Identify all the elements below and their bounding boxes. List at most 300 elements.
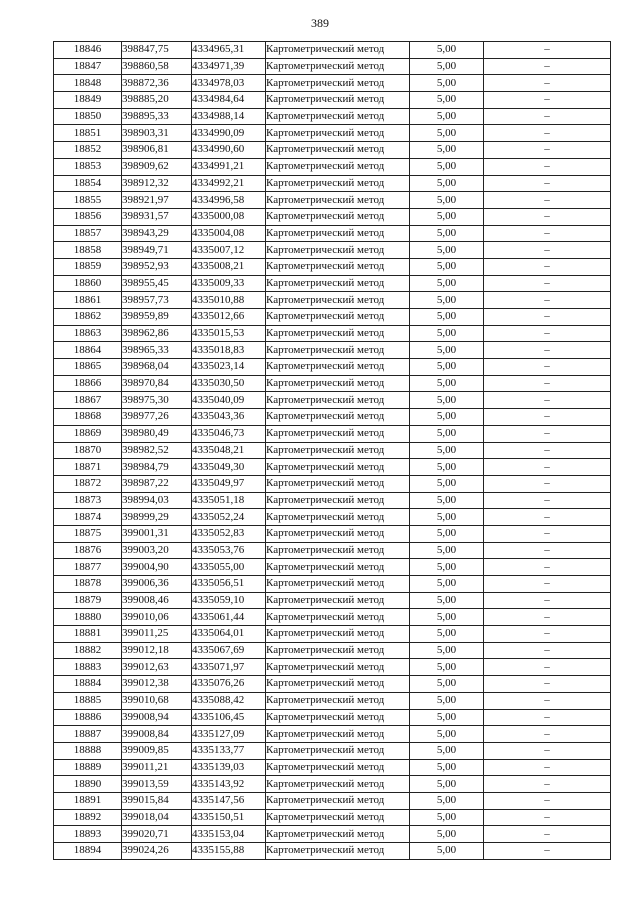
x-coordinate-cell: 398999,29 [122, 509, 192, 526]
table-row [54, 542, 611, 559]
y-coordinate-cell: 4335040,09 [192, 392, 266, 409]
x-coordinate-cell: 399015,84 [122, 792, 192, 809]
table-row [54, 609, 611, 626]
accuracy-cell: 5,00 [410, 709, 484, 726]
note-cell: – [484, 58, 611, 75]
table-row [54, 142, 611, 159]
table-row [54, 843, 611, 860]
y-coordinate-cell: 4335067,69 [192, 642, 266, 659]
note-cell: – [484, 843, 611, 860]
method-cell: Картометрический метод [266, 292, 410, 309]
x-coordinate-cell: 398903,31 [122, 125, 192, 142]
note-cell: – [484, 726, 611, 743]
method-cell: Картометрический метод [266, 509, 410, 526]
point-number-cell: 18894 [54, 843, 122, 860]
y-coordinate-cell: 4334992,21 [192, 175, 266, 192]
note-cell: – [484, 409, 611, 426]
accuracy-cell: 5,00 [410, 75, 484, 92]
accuracy-cell: 5,00 [410, 559, 484, 576]
note-cell: – [484, 142, 611, 159]
table-row [54, 726, 611, 743]
x-coordinate-cell: 399006,36 [122, 576, 192, 593]
point-number-cell: 18865 [54, 359, 122, 376]
note-cell: – [484, 258, 611, 275]
accuracy-cell: 5,00 [410, 692, 484, 709]
point-number-cell: 18846 [54, 42, 122, 59]
note-cell: – [484, 75, 611, 92]
point-number-cell: 18874 [54, 509, 122, 526]
accuracy-cell: 5,00 [410, 225, 484, 242]
y-coordinate-cell: 4334996,58 [192, 192, 266, 209]
point-number-cell: 18875 [54, 525, 122, 542]
table-row [54, 459, 611, 476]
table-row [54, 475, 611, 492]
method-cell: Картометрический метод [266, 108, 410, 125]
accuracy-cell: 5,00 [410, 192, 484, 209]
point-number-cell: 18878 [54, 576, 122, 593]
x-coordinate-cell: 399020,71 [122, 826, 192, 843]
point-number-cell: 18872 [54, 475, 122, 492]
point-number-cell: 18871 [54, 459, 122, 476]
point-number-cell: 18883 [54, 659, 122, 676]
method-cell: Картометрический метод [266, 559, 410, 576]
x-coordinate-cell: 399008,94 [122, 709, 192, 726]
point-number-cell: 18861 [54, 292, 122, 309]
y-coordinate-cell: 4335051,18 [192, 492, 266, 509]
x-coordinate-cell: 399012,63 [122, 659, 192, 676]
y-coordinate-cell: 4335106,45 [192, 709, 266, 726]
note-cell: – [484, 626, 611, 643]
accuracy-cell: 5,00 [410, 642, 484, 659]
accuracy-cell: 5,00 [410, 475, 484, 492]
accuracy-cell: 5,00 [410, 525, 484, 542]
x-coordinate-cell: 398994,03 [122, 492, 192, 509]
note-cell: – [484, 709, 611, 726]
method-cell: Картометрический метод [266, 542, 410, 559]
x-coordinate-cell: 398977,26 [122, 409, 192, 426]
y-coordinate-cell: 4335127,09 [192, 726, 266, 743]
note-cell: – [484, 609, 611, 626]
accuracy-cell: 5,00 [410, 42, 484, 59]
y-coordinate-cell: 4335015,53 [192, 325, 266, 342]
table-row [54, 192, 611, 209]
note-cell: – [484, 809, 611, 826]
point-number-cell: 18877 [54, 559, 122, 576]
note-cell: – [484, 242, 611, 259]
y-coordinate-cell: 4334971,39 [192, 58, 266, 75]
method-cell: Картометрический метод [266, 192, 410, 209]
note-cell: – [484, 776, 611, 793]
method-cell: Картометрический метод [266, 309, 410, 326]
note-cell: – [484, 192, 611, 209]
y-coordinate-cell: 4335023,14 [192, 359, 266, 376]
point-number-cell: 18867 [54, 392, 122, 409]
table-row [54, 108, 611, 125]
y-coordinate-cell: 4335143,92 [192, 776, 266, 793]
point-number-cell: 18852 [54, 142, 122, 159]
note-cell: – [484, 459, 611, 476]
table-row [54, 175, 611, 192]
y-coordinate-cell: 4335049,97 [192, 475, 266, 492]
y-coordinate-cell: 4335139,03 [192, 759, 266, 776]
point-number-cell: 18884 [54, 676, 122, 693]
x-coordinate-cell: 398959,89 [122, 309, 192, 326]
y-coordinate-cell: 4335007,12 [192, 242, 266, 259]
table-row [54, 592, 611, 609]
x-coordinate-cell: 399013,59 [122, 776, 192, 793]
accuracy-cell: 5,00 [410, 592, 484, 609]
method-cell: Картометрический метод [266, 142, 410, 159]
x-coordinate-cell: 399011,21 [122, 759, 192, 776]
method-cell: Картометрический метод [266, 92, 410, 109]
method-cell: Картометрический метод [266, 275, 410, 292]
accuracy-cell: 5,00 [410, 676, 484, 693]
y-coordinate-cell: 4334991,21 [192, 158, 266, 175]
y-coordinate-cell: 4335049,30 [192, 459, 266, 476]
point-number-cell: 18855 [54, 192, 122, 209]
x-coordinate-cell: 399008,46 [122, 592, 192, 609]
y-coordinate-cell: 4335009,33 [192, 275, 266, 292]
table-row [54, 559, 611, 576]
method-cell: Картометрический метод [266, 792, 410, 809]
point-number-cell: 18890 [54, 776, 122, 793]
y-coordinate-cell: 4334978,03 [192, 75, 266, 92]
note-cell: – [484, 492, 611, 509]
table-row [54, 275, 611, 292]
table-row [54, 359, 611, 376]
point-number-cell: 18879 [54, 592, 122, 609]
point-number-cell: 18866 [54, 375, 122, 392]
accuracy-cell: 5,00 [410, 108, 484, 125]
x-coordinate-cell: 399003,20 [122, 542, 192, 559]
table-row [54, 158, 611, 175]
note-cell: – [484, 42, 611, 59]
method-cell: Картометрический метод [266, 392, 410, 409]
x-coordinate-cell: 398912,32 [122, 175, 192, 192]
table-row [54, 325, 611, 342]
table-row [54, 692, 611, 709]
note-cell: – [484, 692, 611, 709]
accuracy-cell: 5,00 [410, 375, 484, 392]
y-coordinate-cell: 4335012,66 [192, 309, 266, 326]
method-cell: Картометрический метод [266, 258, 410, 275]
x-coordinate-cell: 398895,33 [122, 108, 192, 125]
x-coordinate-cell: 399012,18 [122, 642, 192, 659]
y-coordinate-cell: 4335055,00 [192, 559, 266, 576]
note-cell: – [484, 509, 611, 526]
point-number-cell: 18888 [54, 742, 122, 759]
accuracy-cell: 5,00 [410, 542, 484, 559]
table-row [54, 342, 611, 359]
x-coordinate-cell: 398949,71 [122, 242, 192, 259]
table-row [54, 375, 611, 392]
table-row [54, 492, 611, 509]
point-number-cell: 18892 [54, 809, 122, 826]
x-coordinate-cell: 398968,04 [122, 359, 192, 376]
method-cell: Картометрический метод [266, 843, 410, 860]
table-row [54, 258, 611, 275]
method-cell: Картометрический метод [266, 58, 410, 75]
note-cell: – [484, 592, 611, 609]
y-coordinate-cell: 4334988,14 [192, 108, 266, 125]
point-number-cell: 18848 [54, 75, 122, 92]
table-row [54, 742, 611, 759]
page-number: 389 [311, 16, 329, 30]
note-cell: – [484, 225, 611, 242]
table-row [54, 776, 611, 793]
note-cell: – [484, 576, 611, 593]
accuracy-cell: 5,00 [410, 826, 484, 843]
method-cell: Картометрический метод [266, 576, 410, 593]
accuracy-cell: 5,00 [410, 609, 484, 626]
accuracy-cell: 5,00 [410, 759, 484, 776]
x-coordinate-cell: 399010,68 [122, 692, 192, 709]
table-row [54, 425, 611, 442]
method-cell: Картометрический метод [266, 375, 410, 392]
method-cell: Картометрический метод [266, 659, 410, 676]
accuracy-cell: 5,00 [410, 409, 484, 426]
point-number-cell: 18876 [54, 542, 122, 559]
method-cell: Картометрический метод [266, 726, 410, 743]
note-cell: – [484, 542, 611, 559]
table-row [54, 442, 611, 459]
note-cell: – [484, 659, 611, 676]
y-coordinate-cell: 4335030,50 [192, 375, 266, 392]
accuracy-cell: 5,00 [410, 792, 484, 809]
accuracy-cell: 5,00 [410, 726, 484, 743]
point-number-cell: 18849 [54, 92, 122, 109]
table-row [54, 125, 611, 142]
table-row [54, 826, 611, 843]
y-coordinate-cell: 4334984,64 [192, 92, 266, 109]
y-coordinate-cell: 4335048,21 [192, 442, 266, 459]
point-number-cell: 18891 [54, 792, 122, 809]
y-coordinate-cell: 4335052,83 [192, 525, 266, 542]
accuracy-cell: 5,00 [410, 659, 484, 676]
method-cell: Картометрический метод [266, 609, 410, 626]
y-coordinate-cell: 4335046,73 [192, 425, 266, 442]
point-number-cell: 18868 [54, 409, 122, 426]
y-coordinate-cell: 4335155,88 [192, 843, 266, 860]
accuracy-cell: 5,00 [410, 442, 484, 459]
point-number-cell: 18853 [54, 158, 122, 175]
note-cell: – [484, 425, 611, 442]
x-coordinate-cell: 398860,58 [122, 58, 192, 75]
point-number-cell: 18893 [54, 826, 122, 843]
accuracy-cell: 5,00 [410, 309, 484, 326]
point-number-cell: 18864 [54, 342, 122, 359]
point-number-cell: 18863 [54, 325, 122, 342]
note-cell: – [484, 375, 611, 392]
accuracy-cell: 5,00 [410, 342, 484, 359]
table-row [54, 509, 611, 526]
note-cell: – [484, 108, 611, 125]
x-coordinate-cell: 398931,57 [122, 208, 192, 225]
table-row [54, 642, 611, 659]
x-coordinate-cell: 398970,84 [122, 375, 192, 392]
point-number-cell: 18860 [54, 275, 122, 292]
y-coordinate-cell: 4335056,51 [192, 576, 266, 593]
table-body [54, 42, 611, 860]
y-coordinate-cell: 4335052,24 [192, 509, 266, 526]
y-coordinate-cell: 4335000,08 [192, 208, 266, 225]
accuracy-cell: 5,00 [410, 576, 484, 593]
y-coordinate-cell: 4335133,77 [192, 742, 266, 759]
method-cell: Картометрический метод [266, 75, 410, 92]
x-coordinate-cell: 398975,30 [122, 392, 192, 409]
point-number-cell: 18857 [54, 225, 122, 242]
point-number-cell: 18847 [54, 58, 122, 75]
accuracy-cell: 5,00 [410, 392, 484, 409]
x-coordinate-cell: 399010,06 [122, 609, 192, 626]
x-coordinate-cell: 398906,81 [122, 142, 192, 159]
note-cell: – [484, 208, 611, 225]
accuracy-cell: 5,00 [410, 258, 484, 275]
table-row [54, 409, 611, 426]
y-coordinate-cell: 4335043,36 [192, 409, 266, 426]
table-row [54, 626, 611, 643]
accuracy-cell: 5,00 [410, 843, 484, 860]
note-cell: – [484, 158, 611, 175]
accuracy-cell: 5,00 [410, 425, 484, 442]
accuracy-cell: 5,00 [410, 742, 484, 759]
table-row [54, 809, 611, 826]
y-coordinate-cell: 4335010,88 [192, 292, 266, 309]
method-cell: Картометрический метод [266, 42, 410, 59]
method-cell: Картометрический метод [266, 592, 410, 609]
method-cell: Картометрический метод [266, 242, 410, 259]
x-coordinate-cell: 399012,38 [122, 676, 192, 693]
method-cell: Картометрический метод [266, 425, 410, 442]
point-number-cell: 18889 [54, 759, 122, 776]
x-coordinate-cell: 398921,97 [122, 192, 192, 209]
point-number-cell: 18880 [54, 609, 122, 626]
note-cell: – [484, 742, 611, 759]
x-coordinate-cell: 399018,04 [122, 809, 192, 826]
table-row [54, 392, 611, 409]
table-row [54, 792, 611, 809]
method-cell: Картометрический метод [266, 475, 410, 492]
table-row [54, 525, 611, 542]
method-cell: Картометрический метод [266, 826, 410, 843]
x-coordinate-cell: 399009,85 [122, 742, 192, 759]
point-number-cell: 18850 [54, 108, 122, 125]
accuracy-cell: 5,00 [410, 125, 484, 142]
table-row [54, 225, 611, 242]
y-coordinate-cell: 4335150,51 [192, 809, 266, 826]
accuracy-cell: 5,00 [410, 58, 484, 75]
table-row [54, 709, 611, 726]
note-cell: – [484, 92, 611, 109]
x-coordinate-cell: 398955,45 [122, 275, 192, 292]
note-cell: – [484, 309, 611, 326]
method-cell: Картометрический метод [266, 325, 410, 342]
note-cell: – [484, 559, 611, 576]
accuracy-cell: 5,00 [410, 175, 484, 192]
table-row [54, 75, 611, 92]
y-coordinate-cell: 4335061,44 [192, 609, 266, 626]
table-row [54, 58, 611, 75]
y-coordinate-cell: 4335053,76 [192, 542, 266, 559]
x-coordinate-cell: 398909,62 [122, 158, 192, 175]
note-cell: – [484, 342, 611, 359]
note-cell: – [484, 275, 611, 292]
x-coordinate-cell: 398965,33 [122, 342, 192, 359]
y-coordinate-cell: 4335064,01 [192, 626, 266, 643]
method-cell: Картометрический метод [266, 459, 410, 476]
table-row [54, 208, 611, 225]
note-cell: – [484, 792, 611, 809]
method-cell: Картометрический метод [266, 742, 410, 759]
table-row [54, 242, 611, 259]
y-coordinate-cell: 4335059,10 [192, 592, 266, 609]
x-coordinate-cell: 398885,20 [122, 92, 192, 109]
x-coordinate-cell: 399001,31 [122, 525, 192, 542]
x-coordinate-cell: 399004,90 [122, 559, 192, 576]
y-coordinate-cell: 4335071,97 [192, 659, 266, 676]
y-coordinate-cell: 4334990,09 [192, 125, 266, 142]
y-coordinate-cell: 4335018,83 [192, 342, 266, 359]
method-cell: Картометрический метод [266, 776, 410, 793]
table-row [54, 759, 611, 776]
accuracy-cell: 5,00 [410, 492, 484, 509]
x-coordinate-cell: 398984,79 [122, 459, 192, 476]
method-cell: Картометрический метод [266, 442, 410, 459]
accuracy-cell: 5,00 [410, 359, 484, 376]
x-coordinate-cell: 399008,84 [122, 726, 192, 743]
accuracy-cell: 5,00 [410, 292, 484, 309]
accuracy-cell: 5,00 [410, 325, 484, 342]
method-cell: Картометрический метод [266, 642, 410, 659]
y-coordinate-cell: 4335153,04 [192, 826, 266, 843]
x-coordinate-cell: 398952,93 [122, 258, 192, 275]
y-coordinate-cell: 4334965,31 [192, 42, 266, 59]
method-cell: Картометрический метод [266, 175, 410, 192]
x-coordinate-cell: 398943,29 [122, 225, 192, 242]
note-cell: – [484, 642, 611, 659]
point-number-cell: 18882 [54, 642, 122, 659]
accuracy-cell: 5,00 [410, 809, 484, 826]
y-coordinate-cell: 4335088,42 [192, 692, 266, 709]
note-cell: – [484, 525, 611, 542]
point-number-cell: 18854 [54, 175, 122, 192]
point-number-cell: 18869 [54, 425, 122, 442]
accuracy-cell: 5,00 [410, 459, 484, 476]
x-coordinate-cell: 398980,49 [122, 425, 192, 442]
method-cell: Картометрический метод [266, 676, 410, 693]
point-number-cell: 18856 [54, 208, 122, 225]
accuracy-cell: 5,00 [410, 275, 484, 292]
point-number-cell: 18870 [54, 442, 122, 459]
note-cell: – [484, 359, 611, 376]
note-cell: – [484, 676, 611, 693]
method-cell: Картометрический метод [266, 158, 410, 175]
y-coordinate-cell: 4335008,21 [192, 258, 266, 275]
y-coordinate-cell: 4335076,26 [192, 676, 266, 693]
x-coordinate-cell: 398957,73 [122, 292, 192, 309]
method-cell: Картометрический метод [266, 342, 410, 359]
point-number-cell: 18885 [54, 692, 122, 709]
table-row [54, 292, 611, 309]
note-cell: – [484, 826, 611, 843]
accuracy-cell: 5,00 [410, 92, 484, 109]
x-coordinate-cell: 398982,52 [122, 442, 192, 459]
table-row [54, 576, 611, 593]
table-row [54, 659, 611, 676]
coordinates-table [53, 41, 611, 860]
point-number-cell: 18887 [54, 726, 122, 743]
method-cell: Картометрический метод [266, 709, 410, 726]
